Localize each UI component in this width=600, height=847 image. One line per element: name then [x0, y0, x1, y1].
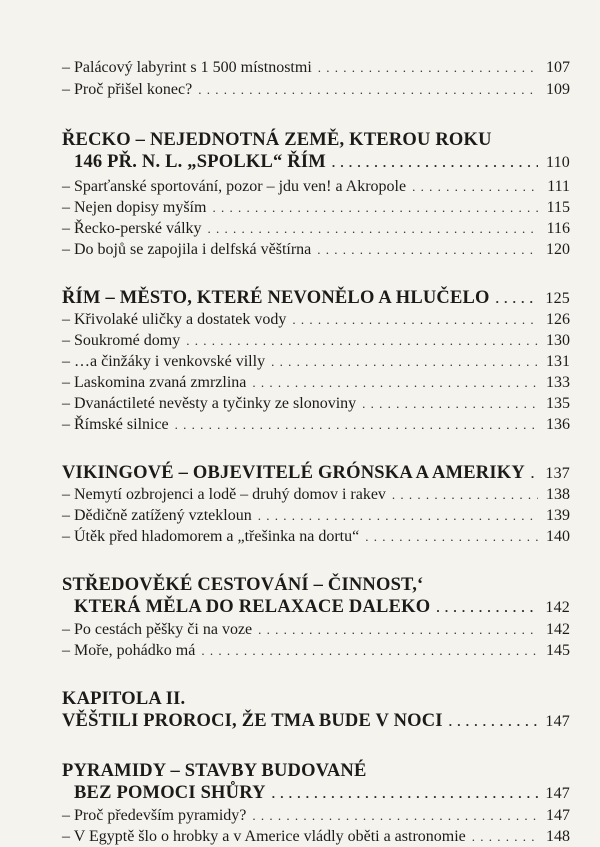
toc-entry-label: – Proč především pyramidy? [62, 807, 247, 824]
toc-entry-page: 140 [546, 528, 570, 545]
dot-leader [175, 415, 538, 434]
section-title-line: ŘECKO – NEJEDNOTNÁ ZEMĚ, KTEROU ROKU [62, 130, 492, 150]
section-title-line: KTERÁ MĚLA DO RELAXACE DALEKO [74, 597, 431, 617]
toc-entry [62, 240, 570, 259]
section-heading-vikings [62, 462, 570, 484]
toc-entry-label: – Po cestách pěšky či na voze [62, 621, 253, 638]
toc-entry-page: 131 [546, 353, 570, 370]
toc-entry [62, 58, 570, 77]
dot-leader [436, 597, 538, 619]
toc-entry-page: 126 [546, 311, 570, 328]
toc-entry-page: 120 [546, 241, 570, 258]
dot-leader [258, 506, 538, 525]
chapter-number: KAPITOLA II. [62, 689, 186, 709]
dot-leader [318, 58, 538, 77]
toc-entry [62, 415, 570, 434]
dot-leader [332, 152, 538, 174]
section-page: 137 [545, 465, 570, 482]
toc-entry-page: 142 [546, 621, 570, 638]
toc-entry-page: 148 [546, 828, 570, 845]
toc-entry-page: 115 [546, 199, 570, 216]
section-heading-rome [62, 287, 570, 309]
toc-entry [62, 177, 570, 196]
toc-entry [62, 806, 570, 825]
toc-entry-page: 138 [546, 486, 570, 503]
dot-leader [208, 219, 538, 238]
section-heading-medieval [62, 574, 570, 618]
section-page: 147 [545, 785, 570, 802]
toc-entry-label: – Palácový labyrint s 1 500 místnostmi [62, 59, 312, 76]
toc-entry-label: – Do bojů se zapojila i delfská věštírna [62, 241, 312, 258]
dot-leader [271, 352, 538, 371]
toc-entry-label: – Laskomina zvaná zmrzlina [62, 374, 247, 391]
chapter-title: VĚŠTILI PROROCI, ŽE TMA BUDE V NOCI [62, 711, 443, 731]
section-page: 142 [545, 599, 570, 616]
section-title-line: VIKINGOVÉ – OBJEVITELÉ GRÓNSKA A AMERIKY [62, 463, 525, 483]
chapter-heading [62, 688, 570, 732]
toc-entry-page: 145 [546, 642, 570, 659]
dot-leader [252, 373, 538, 392]
toc-entry-page: 133 [546, 374, 570, 391]
toc-entry-label: – Moře, pohádko má [62, 642, 196, 659]
toc-entry-page: 130 [546, 332, 570, 349]
section-title-line: 146 PŘ. N. L. „SPOLKL“ ŘÍM [74, 152, 326, 172]
toc-entry-label: – …a činžáky i venkovské villy [62, 353, 266, 370]
toc-entry-label: – Křivolaké uličky a dostatek vody [62, 311, 287, 328]
toc-entry-page: 111 [547, 178, 570, 195]
dot-leader [186, 331, 538, 350]
toc-entry [62, 352, 570, 371]
section-title-line: PYRAMIDY – STAVBY BUDOVANÉ [62, 761, 367, 781]
toc-entry [62, 331, 570, 350]
toc-entry-page: 107 [546, 59, 570, 76]
toc-entry-label: – Dvanáctileté nevěsty a tyčinky ze slonoviny [62, 395, 357, 412]
toc-entry [62, 827, 570, 846]
section-title-line: ŘÍM – MĚSTO, KTERÉ NEVONĚLO A HLUČELO [62, 288, 490, 308]
toc-entry [62, 80, 570, 99]
toc-entry [62, 219, 570, 238]
dot-leader [317, 240, 538, 259]
toc-entry-label: – Útěk před hladomorem a „třešinka na dortu“ [62, 528, 360, 545]
toc-entry [62, 394, 570, 413]
dot-leader [258, 620, 538, 639]
dot-leader [449, 711, 538, 733]
section-page: 125 [545, 290, 570, 307]
dot-leader [365, 527, 538, 546]
dot-leader [496, 288, 538, 310]
toc-entry [62, 485, 570, 504]
section-page: 147 [545, 713, 570, 730]
section-heading-greece [62, 129, 570, 173]
toc-entry-page: 116 [546, 220, 570, 237]
toc-entry [62, 310, 570, 329]
toc-entry-label: – Proč přišel konec? [62, 81, 193, 98]
toc-entry-label: – Sparťanské sportování, pozor – jdu ven! a Akropole [62, 178, 407, 195]
dot-leader [362, 394, 538, 413]
table-of-contents [62, 58, 570, 846]
toc-entry-label: – V Egyptě šlo o hrobky a v Americe vládly oběti a astronomie [62, 828, 466, 845]
toc-entry [62, 641, 570, 660]
section-heading-pyramids [62, 760, 570, 804]
dot-leader [201, 641, 538, 660]
dot-leader [531, 463, 538, 485]
dot-leader [412, 177, 538, 196]
toc-entry-page: 109 [546, 81, 570, 98]
dot-leader [212, 198, 538, 217]
toc-entry-label: – Řecko-perské války [62, 220, 202, 237]
toc-entry-page: 136 [546, 416, 570, 433]
toc-entry [62, 373, 570, 392]
toc-entry-label: – Nejen dopisy myším [62, 199, 207, 216]
dot-leader [272, 783, 538, 805]
toc-entry-label: – Římské silnice [62, 416, 169, 433]
toc-entry-label: – Nemytí ozbrojenci a lodě – druhý domov i rakev [62, 486, 386, 503]
dot-leader [198, 80, 538, 99]
section-title-line: BEZ POMOCI SHŮRY [74, 783, 266, 803]
toc-entry [62, 527, 570, 546]
section-page: 110 [545, 154, 570, 171]
toc-entry [62, 620, 570, 639]
dot-leader [292, 310, 538, 329]
toc-entry-page: 135 [546, 395, 570, 412]
toc-entry-label: – Dědičně zatížený vztekloun [62, 507, 252, 524]
toc-entry [62, 506, 570, 525]
toc-entry-label: – Soukromé domy [62, 332, 181, 349]
dot-leader [392, 485, 538, 504]
section-title-line: STŘEDOVĚKÉ CESTOVÁNÍ – ČINNOST,‘ [62, 575, 424, 595]
toc-entry-page: 139 [546, 507, 570, 524]
toc-entry-page: 147 [546, 807, 570, 824]
dot-leader [252, 806, 538, 825]
toc-entry [62, 198, 570, 217]
dot-leader [472, 827, 538, 846]
